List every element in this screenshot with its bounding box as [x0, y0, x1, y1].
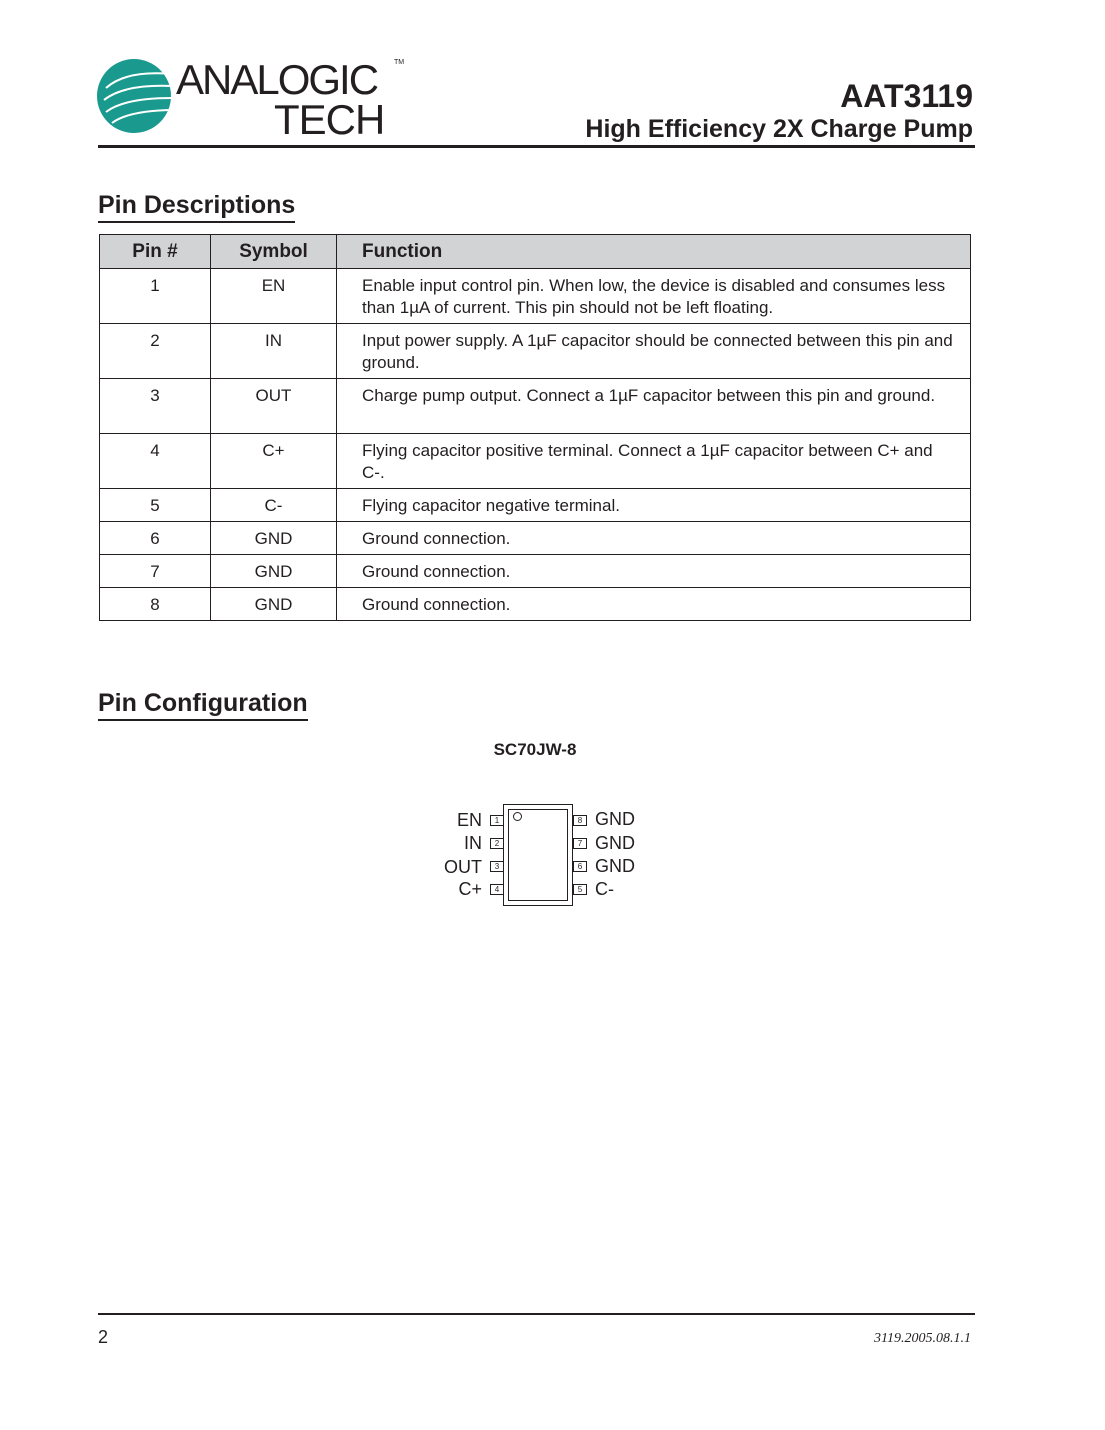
pin-symbol: EN	[211, 269, 337, 324]
table-row	[100, 555, 971, 588]
header-rule	[98, 145, 975, 148]
pin-function: Ground connection.	[337, 555, 971, 588]
pin-number: 8	[100, 588, 211, 621]
section-title-pin-configuration: Pin Configuration	[98, 688, 308, 721]
column-header-pin: Pin #	[100, 235, 211, 269]
package-diagram	[430, 800, 660, 910]
pin1-marker-icon	[513, 812, 522, 821]
pin-box-7: 7	[573, 838, 587, 849]
pin-function: Ground connection.	[337, 588, 971, 621]
svg-text:TECH: TECH	[274, 96, 385, 138]
table-header-row	[100, 235, 971, 269]
logo-globe-icon	[96, 56, 416, 138]
pin-symbol: GND	[211, 522, 337, 555]
pin-box-6: 6	[573, 861, 587, 872]
pin-function: Enable input control pin. When low, the device is disabled and consumes less than 1µA of current. This pin should not be left floating.	[337, 269, 971, 324]
pin-symbol: GND	[211, 588, 337, 621]
pin-label-right-5: C-	[595, 879, 614, 899]
pin-label-right-6: GND	[595, 856, 635, 876]
pin-label-right-8: GND	[595, 809, 635, 829]
pin-number: 2	[100, 324, 211, 379]
pin-symbol: C+	[211, 434, 337, 489]
table-row	[100, 522, 971, 555]
column-header-function: Function	[337, 235, 971, 269]
svg-text:TM: TM	[394, 59, 405, 66]
footer-rule	[98, 1313, 975, 1315]
pin-label-left-1: EN	[456, 810, 482, 830]
pin-box-4: 4	[490, 884, 504, 895]
pin-box-5: 5	[573, 884, 587, 895]
table-row	[100, 489, 971, 522]
pin-box-8: 8	[573, 815, 587, 826]
pin-box-1: 1	[490, 815, 504, 826]
pin-number: 7	[100, 555, 211, 588]
pin-function: Input power supply. A 1µF capacitor should be connected between this pin and ground.	[337, 324, 971, 379]
table-row	[100, 434, 971, 489]
pin-number: 1	[100, 269, 211, 324]
pin-symbol: IN	[211, 324, 337, 379]
page-number: 2	[98, 1327, 109, 1347]
table-row	[100, 588, 971, 621]
pin-box-2: 2	[490, 838, 504, 849]
svg-text:ANALOGIC: ANALOGIC	[176, 56, 378, 103]
pin-function: Flying capacitor positive terminal. Connect a 1µF capacitor between C+ and C-.	[337, 434, 971, 489]
pin-symbol: C-	[211, 489, 337, 522]
document-code: 3119.2005.08.1.1	[874, 1331, 971, 1346]
table-row	[100, 379, 971, 434]
pin-number: 4	[100, 434, 211, 489]
pin-box-3: 3	[490, 861, 504, 872]
pin-label-left-3: OUT	[444, 857, 482, 877]
pin-function: Flying capacitor negative terminal.	[337, 489, 971, 522]
pin-label-right-7: GND	[595, 833, 635, 853]
document-subtitle: High Efficiency 2X Charge Pump	[585, 115, 973, 143]
pin-function: Ground connection.	[337, 522, 971, 555]
pin-label-left-4: C+	[458, 879, 482, 899]
table-row	[100, 324, 971, 379]
pin-symbol: GND	[211, 555, 337, 588]
pin-function: Charge pump output. Connect a 1µF capacitor between this pin and ground.	[337, 379, 971, 434]
company-logo	[96, 56, 416, 138]
package-name: SC70JW-8	[493, 740, 577, 759]
pin-number: 3	[100, 379, 211, 434]
pin-descriptions-table	[99, 234, 971, 621]
pin-label-left-2: IN	[464, 833, 482, 853]
pin-number: 5	[100, 489, 211, 522]
package-body-inner	[508, 809, 568, 901]
table-row	[100, 269, 971, 324]
column-header-symbol: Symbol	[211, 235, 337, 269]
document-header	[585, 78, 973, 144]
pin-number: 6	[100, 522, 211, 555]
part-number: AAT3119	[840, 78, 973, 114]
section-title-pin-descriptions: Pin Descriptions	[98, 190, 295, 223]
pin-symbol: OUT	[211, 379, 337, 434]
